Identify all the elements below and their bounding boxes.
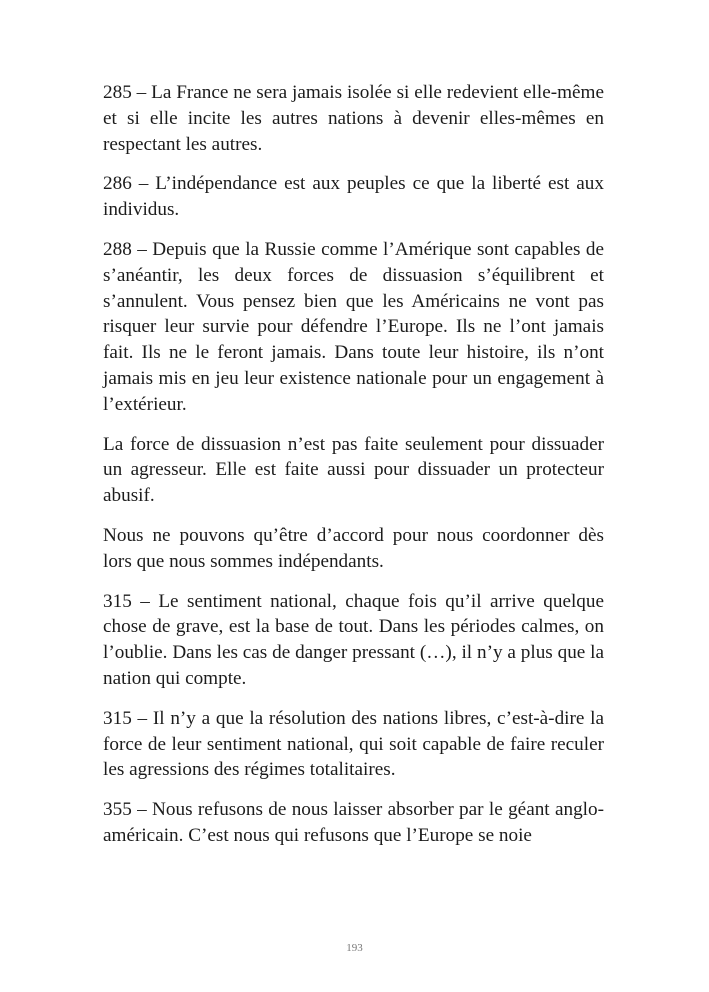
paragraph-dissuasion: La force de dissuasion n’est pas faite seulement pour dissuader un agresseur. Elle est faite aussi pour dissuader un protecteur abusif. — [103, 433, 604, 507]
paragraph-315-a: 315 – Le sentiment national, chaque fois qu’il arrive quelque chose de grave, est la base de tout. Dans les périodes calmes, on l’oublie. Dans les cas de danger pressant (…), il n’y a plus que la nation qui compte. — [103, 590, 604, 689]
paragraph-coordination: Nous ne pouvons qu’être d’accord pour nous coordonner dès lors que nous sommes indépendants. — [103, 524, 604, 572]
paragraph-285: 285 – La France ne sera jamais isolée si elle redevient elle-même et si elle incite les autres nations à devenir elles-mêmes en respectant les autres. — [103, 82, 604, 155]
page-number: 193 — [346, 942, 363, 954]
page-body — [103, 80, 604, 863]
paragraph-315-b: 315 – Il n’y a que la résolution des nations libres, c’est-à-dire la force de leur sentiment national, qui soit capable de faire reculer les agressions des régimes totalitaires. — [103, 707, 604, 781]
paragraph-288: 288 – Depuis que la Russie comme l’Amérique sont capables de s’anéantir, les deux forces de dissuasion s’équilibrent et s’annulent. Vous pensez bien que les Américains ne vont pas risquer leur survie pour défendre l’Europe. Ils ne l’ont jamais fait. Ils ne le feront jamais. Dans toute leur histoire, ils n’ont jamais mis en jeu leur existence nationale pour un engagement à l’extérieur. — [103, 238, 604, 415]
paragraph-355: 355 – Nous refusons de nous laisser absorber par le géant anglo-américain. C’est nous qui refusons que l’Europe se noie — [103, 799, 604, 846]
paragraph-286: 286 – L’indépendance est aux peuples ce que la liberté est aux individus. — [103, 173, 604, 221]
